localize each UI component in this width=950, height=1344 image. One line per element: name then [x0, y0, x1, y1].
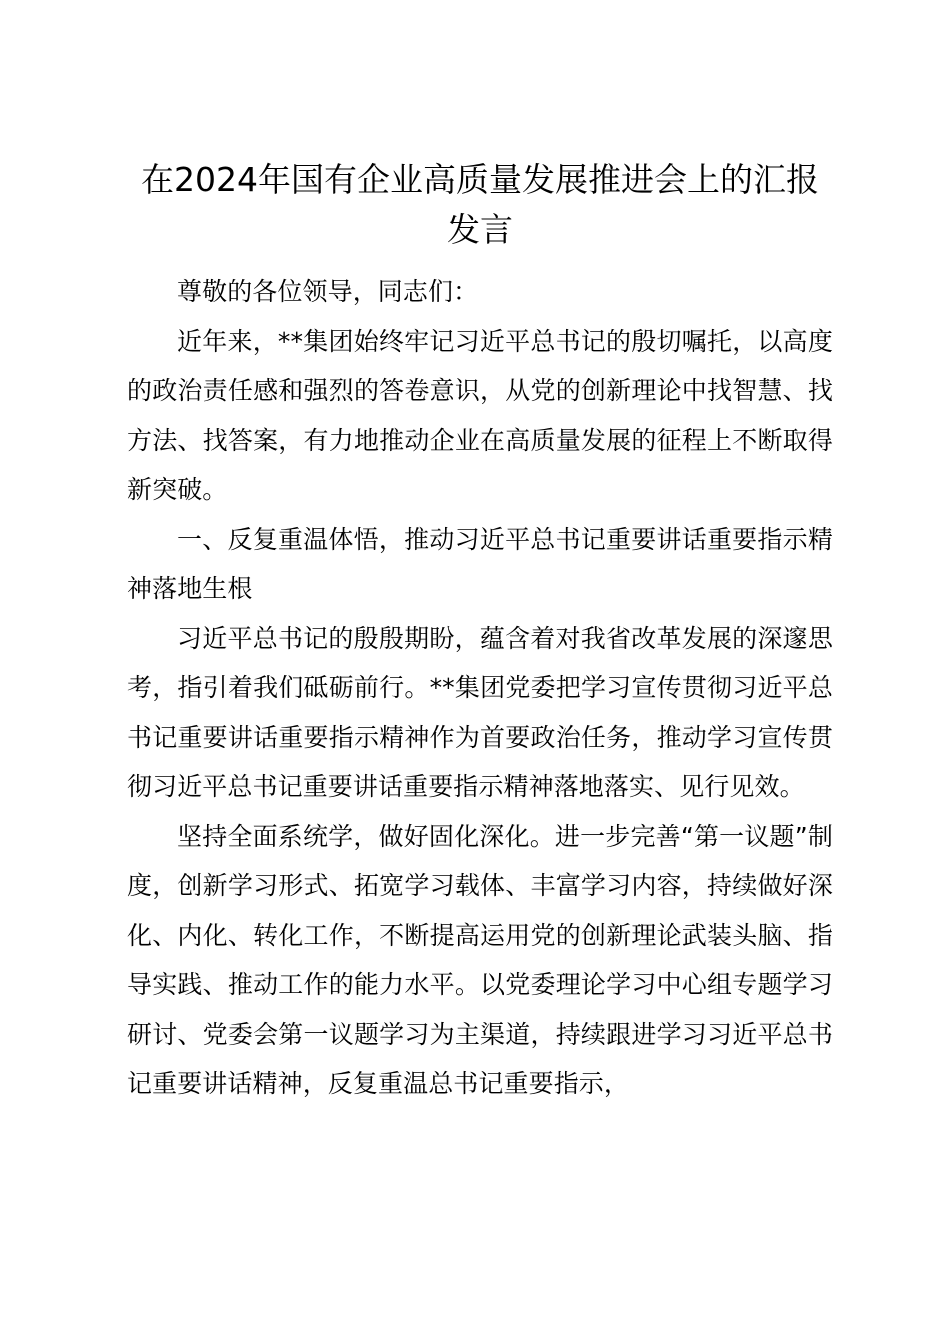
section-heading-one: 一、反复重温体悟，推动习近平总书记重要讲话重要指示精神落地生根 [127, 524, 833, 603]
paragraph-section-one: 习近平总书记的殷殷期盼，蕴含着对我省改革发展的深邃思考，指引着我们砥砺前行。**集团党委把学习宣传贯彻习近平总书记重要讲话重要指示精神作为首要政治任务，推动学习宣传贯彻习近平总书记重要讲话重要指示精神落地落实、见行见效。 [127, 623, 833, 801]
paragraph-intro: 近年来，**集团始终牢记习近平总书记的殷切嘱托，以高度的政治责任感和强烈的答卷意识，从党的创新理论中找智慧、找方法、找答案，有力地推动企业在高质量发展的征程上不断取得新突破。 [127, 326, 833, 504]
paragraph-study: 坚持全面系统学，做好固化深化。进一步完善“第一议题”制度，创新学习形式、拓宽学习载体、丰富学习内容，持续做好深化、内化、转化工作，不断提高运用党的创新理论武装头脑、指导实践、推动工作的能力水平。以党委理论学习中心组专题学习研讨、党委会第一议题学习为主渠道，持续跟进学习习近平总书记重要讲话精神，反复重温总书记重要指示， [127, 821, 833, 1098]
salutation: 尊敬的各位领导，同志们： [177, 277, 479, 306]
document-body [127, 155, 833, 1109]
document-title: 在2024年国有企业高质量发展推进会上的汇报发言 [141, 160, 819, 249]
